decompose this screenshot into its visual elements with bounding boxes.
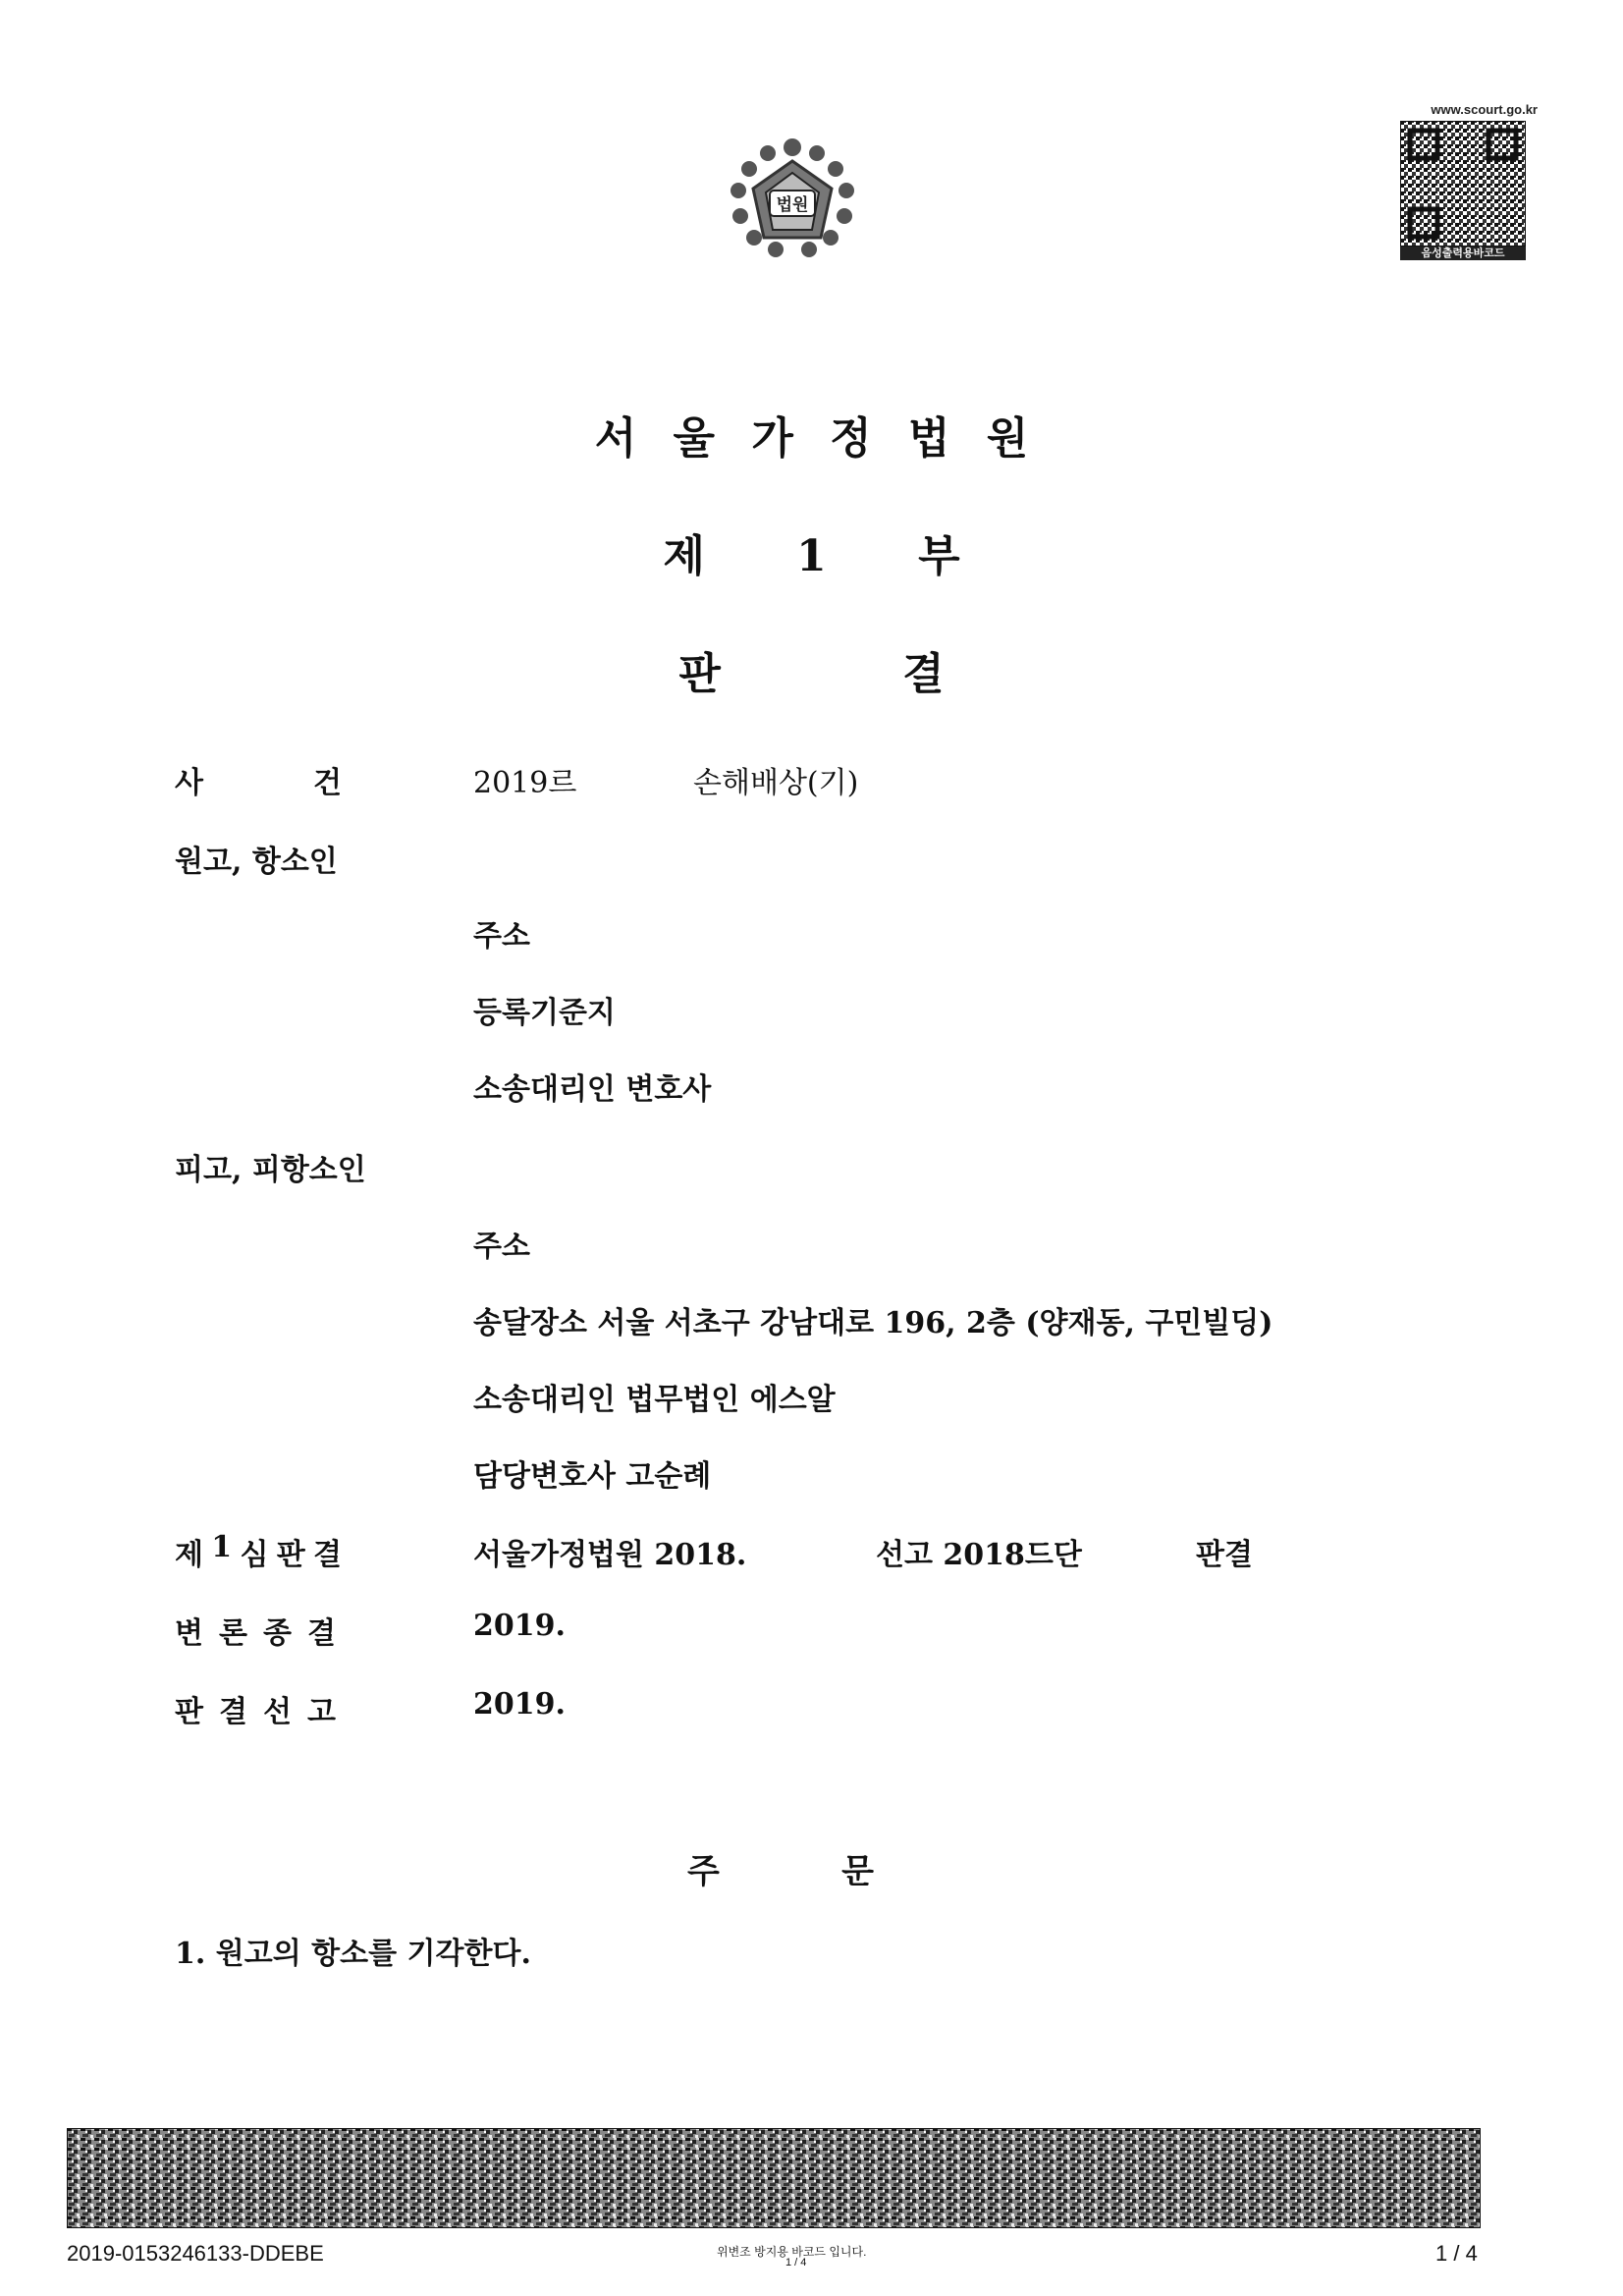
first-instance-court-date: 서울가정법원 2018. <box>473 1538 747 1572</box>
order-item-1: 1. 원고의 항소를 기각한다. <box>175 1937 531 1971</box>
emblem-text: 법원 <box>776 195 809 215</box>
defendant-lawyer: 담당변호사 고순례 <box>473 1459 712 1494</box>
pronounce-label-char: 결 <box>219 1695 247 1729</box>
case-label <box>175 758 342 801</box>
pronounce-label-char: 선 <box>263 1695 292 1729</box>
order-heading-char: 주 <box>687 1852 720 1891</box>
defendant-counsel: 소송대리인 법무법인 에스알 <box>473 1383 836 1417</box>
plaintiff-registry-label: 등록기준지 <box>473 996 616 1030</box>
qr-code-block <box>1390 102 1538 260</box>
document-id: 2019-0153246133-DDEBE <box>67 2241 324 2266</box>
first-instance-label-char: 1 <box>211 1530 233 1564</box>
first-instance-label-char: 심 <box>240 1538 269 1572</box>
case-number: 2019르 <box>473 766 577 800</box>
anti-forgery-note: 위변조 방지용 바코드 입니다. <box>717 2245 867 2259</box>
defendant-label: 피고, 피항소인 <box>175 1153 366 1187</box>
pronounce-label <box>175 1687 336 1730</box>
page-number: 1 / 4 <box>1435 2241 1478 2266</box>
qr-url: www.scourt.go.kr <box>1431 102 1538 117</box>
page-mark: 1 / 4 <box>785 2257 807 2269</box>
first-instance-judgment: 판결 <box>1196 1538 1253 1572</box>
case-name: 손해배상(기) <box>693 766 859 800</box>
pronounce-label-char: 판 <box>175 1695 203 1729</box>
first-instance-label <box>175 1530 342 1573</box>
court-name-title: 서 울 가 정 법 원 <box>594 413 1029 464</box>
defendant-address-label: 주소 <box>473 1230 530 1264</box>
closing-label <box>175 1609 336 1652</box>
anti-forgery-barcode <box>67 2128 1481 2228</box>
document-type-title: 판 결 <box>678 649 945 699</box>
closing-date: 2019. <box>473 1609 566 1643</box>
case-label-char: 사 <box>175 766 203 800</box>
first-instance-label-char: 결 <box>313 1538 342 1572</box>
closing-label-char: 론 <box>219 1616 247 1651</box>
plaintiff-label: 원고, 항소인 <box>175 845 338 879</box>
first-instance-label-char: 판 <box>276 1538 305 1572</box>
closing-label-char: 종 <box>263 1616 292 1651</box>
case-label-char: 건 <box>313 766 342 800</box>
first-instance-sentence: 선고 2018드단 <box>876 1538 1082 1572</box>
pronounce-label-char: 고 <box>307 1695 336 1729</box>
order-heading <box>687 1844 874 1892</box>
qr-code <box>1400 121 1526 246</box>
qr-caption: 음성출력용바코드 <box>1400 246 1526 260</box>
plaintiff-address-label: 주소 <box>473 919 530 954</box>
pronounce-date: 2019. <box>473 1687 566 1722</box>
court-emblem <box>719 128 866 275</box>
first-instance-label-char: 제 <box>175 1538 203 1572</box>
closing-label-char: 변 <box>175 1616 203 1651</box>
defendant-service-address: 송달장소 서울 서초구 강남대로 196, 2층 (양재동, 구민빌딩) <box>473 1306 1273 1340</box>
division-title: 제 1 부 <box>663 531 960 581</box>
plaintiff-counsel-label: 소송대리인 변호사 <box>473 1072 712 1107</box>
order-heading-char: 문 <box>841 1852 874 1891</box>
closing-label-char: 결 <box>307 1616 336 1651</box>
